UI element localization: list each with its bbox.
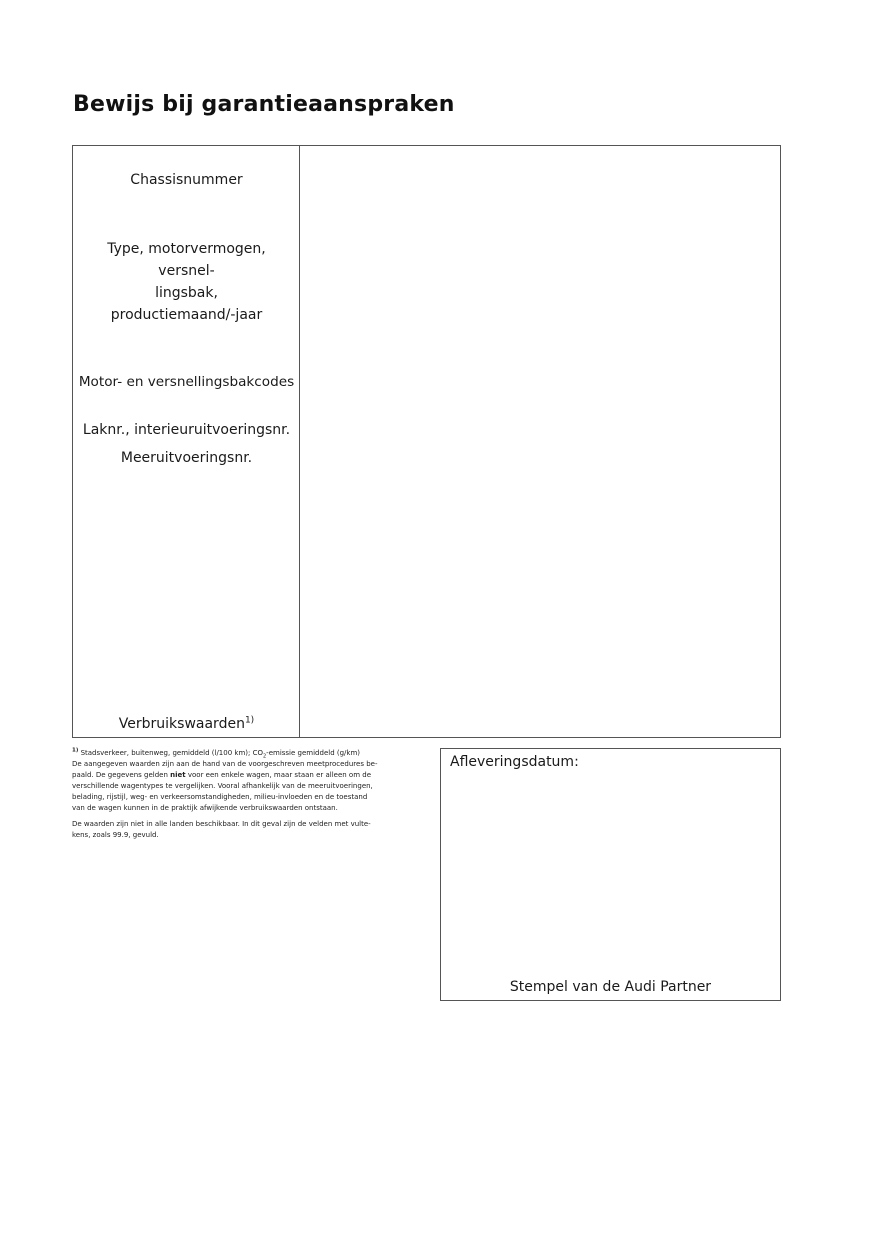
delivery-stamp-box bbox=[440, 748, 781, 1001]
type-label-line2: lingsbak, bbox=[155, 285, 218, 301]
type-label-line3: productiemaand/-jaar bbox=[110, 307, 263, 323]
paint-interior-number-label bbox=[73, 419, 300, 441]
chassis-number-label bbox=[73, 169, 300, 191]
page-title: Bewijs bij garantieaanspraken bbox=[73, 92, 455, 117]
footnote-reference: 1) bbox=[244, 715, 255, 726]
vehicle-info-form bbox=[72, 145, 781, 738]
engine-gearbox-codes-label bbox=[73, 371, 300, 393]
chassis-number-label-text: Chassisnummer bbox=[130, 172, 243, 188]
consumption-values-label bbox=[73, 713, 300, 735]
options-number-label bbox=[73, 447, 300, 469]
footnote-marker: 1) bbox=[72, 747, 79, 754]
paint-interior-number-label-text: Laknr., interieuruitvoeringsnr. bbox=[82, 422, 291, 438]
dealer-stamp-label: Stempel van de Audi Partner bbox=[509, 979, 712, 995]
footnote-paragraph-2: De waarden zijn niet in alle landen beschikbaar. In dit geval zijn de velden met vulte- kens, zoals 99.9, gevuld. bbox=[72, 820, 371, 839]
consumption-values-label-text: Verbruikswaarden bbox=[118, 716, 245, 732]
type-label-line1: Type, motorvermogen, versnel- bbox=[107, 241, 266, 279]
delivery-date-label: Afleveringsdatum: bbox=[450, 754, 579, 770]
options-number-label-text: Meeruitvoeringsnr. bbox=[120, 450, 253, 466]
footnote bbox=[72, 748, 414, 846]
type-label bbox=[73, 238, 300, 326]
footnote-paragraph-1: $^{1)}$ Stadsverkeer, buitenweg, gemiddeld (l/100 km); $CO_2$-emissie gemiddeld (g/km) De aangegeven waarden zijn aan de hand van de voorgeschreven meetprocedures be- paald. De gegevens gelden niet voor een enkele wagen, maar staan er alleen om de verschillende wagentypes te vergelijken. Vooral afhankelijk van de meeruitvoeringen, belading, rijstijl, weg- en verkeersomstandigheden, milieu-invloeden en de toestand van de wagen kunnen in de praktijk afwijkende verbruikswaarden ontstaan. bbox=[72, 747, 378, 812]
column-divider bbox=[299, 146, 300, 737]
engine-gearbox-codes-label-text: Motor- en versnellingsbakcodes bbox=[78, 374, 295, 390]
